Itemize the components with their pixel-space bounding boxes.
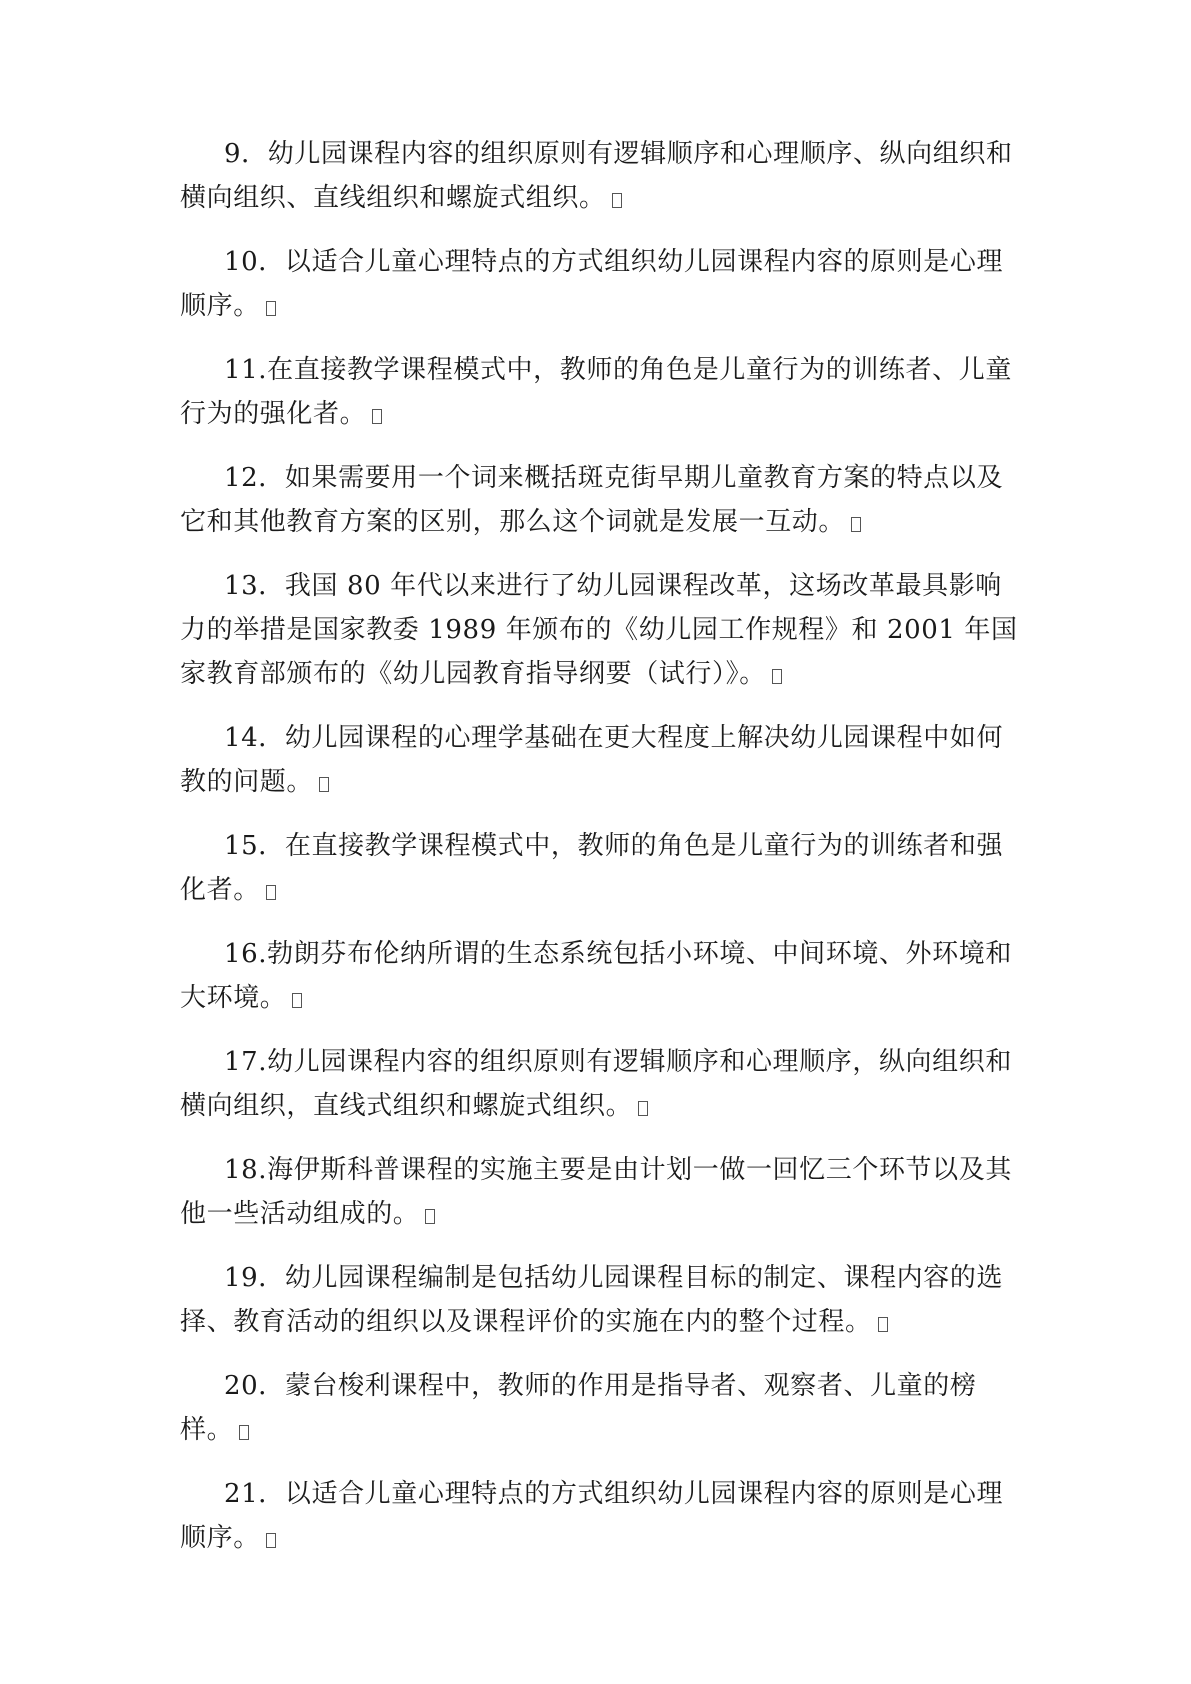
- statement-item: [180, 824, 1020, 912]
- statement-item: [180, 932, 1020, 1020]
- statement-text: 13．我国 80 年代以来进行了幼儿园课程改革，这场改革最具影响力的举措是国家教委 1989 年颁布的《幼儿园工作规程》和 2001 年国家教育部颁布的《幼儿园教育指导纲要（试行）》。: [180, 571, 1018, 689]
- answer-box-icon: [266, 885, 276, 900]
- answer-box-icon: [425, 1209, 435, 1224]
- statement-item: [180, 1472, 1020, 1560]
- statement-item: [180, 1364, 1020, 1452]
- statement-text: 18.海伊斯科普课程的实施主要是由计划一做一回忆三个环节以及其他一些活动组成的。: [180, 1155, 1012, 1229]
- answer-box-icon: [266, 1533, 276, 1548]
- answer-box-icon: [638, 1101, 648, 1116]
- statement-text: 15．在直接教学课程模式中，教师的角色是儿童行为的训练者和强化者。: [180, 831, 1004, 905]
- statement-item: [180, 1040, 1020, 1128]
- answer-box-icon: [878, 1317, 888, 1332]
- statement-text: 21．以适合儿童心理特点的方式组织幼儿园课程内容的原则是心理顺序。: [180, 1479, 1004, 1553]
- answer-box-icon: [292, 993, 302, 1008]
- statement-item: [180, 456, 1020, 544]
- answer-box-icon: [319, 777, 329, 792]
- statement-text: 14．幼儿园课程的心理学基础在更大程度上解决幼儿园课程中如何教的问题。: [180, 723, 1004, 797]
- statement-text: 16.勃朗芬布伦纳所谓的生态系统包括小环境、中间环境、外环境和大环境。: [180, 939, 1012, 1013]
- statement-item: [180, 348, 1020, 436]
- statement-text: 9．幼儿园课程内容的组织原则有逻辑顺序和心理顺序、纵向组织和横向组织、直线组织和螺旋式组织。: [180, 139, 1013, 213]
- answer-box-icon: [612, 193, 622, 208]
- document-body: [180, 132, 1020, 1580]
- statement-item: [180, 1148, 1020, 1236]
- statement-item: [180, 564, 1020, 696]
- answer-box-icon: [772, 669, 782, 684]
- statement-item: [180, 132, 1020, 220]
- statement-text: 19．幼儿园课程编制是包括幼儿园课程目标的制定、课程内容的选择、教育活动的组织以及课程评价的实施在内的整个过程。: [180, 1263, 1004, 1337]
- statement-item: [180, 716, 1020, 804]
- statement-text: 11.在直接教学课程模式中，教师的角色是儿童行为的训练者、儿童行为的强化者。: [180, 355, 1012, 429]
- answer-box-icon: [239, 1425, 249, 1440]
- answer-box-icon: [266, 301, 276, 316]
- answer-box-icon: [372, 409, 382, 424]
- answer-box-icon: [851, 517, 861, 532]
- statement-text: 10．以适合儿童心理特点的方式组织幼儿园课程内容的原则是心理顺序。: [180, 247, 1004, 321]
- statement-text: 12．如果需要用一个词来概括斑克街早期儿童教育方案的特点以及它和其他教育方案的区别，那么这个词就是发展一互动。: [180, 463, 1004, 537]
- statement-text: 20．蒙台梭利课程中，教师的作用是指导者、观察者、儿童的榜样。: [180, 1371, 977, 1445]
- statement-item: [180, 240, 1020, 328]
- statement-text: 17.幼儿园课程内容的组织原则有逻辑顺序和心理顺序，纵向组织和横向组织，直线式组织和螺旋式组织。: [180, 1047, 1012, 1121]
- statement-item: [180, 1256, 1020, 1344]
